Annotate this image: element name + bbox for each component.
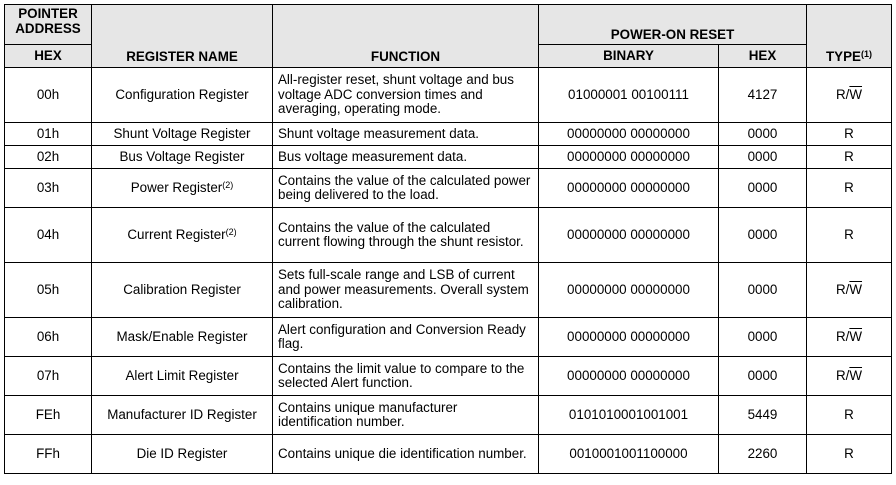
register-name: Manufacturer ID Register [107,406,257,422]
register-name: Die ID Register [136,445,228,461]
pointer-hex: 03h [36,179,60,195]
reset-hex: 0000 [747,367,778,383]
pointer-hex: 04h [36,226,60,242]
function-cell [273,208,539,263]
reset-binary: 0010001001100000 [569,445,688,461]
reset-hex: 0000 [747,281,778,297]
register-table [4,4,892,474]
function-text: Bus voltage measurement data. [278,148,468,164]
type-cell [807,68,892,123]
type-read: R/ [835,86,850,102]
function-cell [273,357,539,396]
reset-binary: 00000000 00000000 [567,226,690,242]
register-name: Current Register [127,226,226,242]
type-read: R [844,445,854,461]
function-text: Alert configuration and Conversion Ready flag. [278,321,526,351]
function-text: Contains unique die identification number. [278,445,527,461]
binary-cell [539,357,719,396]
reset-hex-cell [719,146,807,169]
register-name-header: REGISTER NAME [92,5,273,68]
type-write: $\overline{W}$ [849,281,863,297]
register-name: Calibration Register [123,281,241,297]
hex-cell [5,123,92,146]
reset-hex-cell [719,435,807,474]
register-name: Alert Limit Register [125,367,239,383]
register-name: Shunt Voltage Register [113,125,251,141]
register-name: Configuration Register [115,86,249,102]
register-name-cell [92,169,273,208]
type-cell [807,208,892,263]
register-name-cell [92,396,273,435]
pointer-hex: 06h [36,328,60,344]
type-label: TYPE [826,48,861,64]
function-cell [273,318,539,357]
register-name-cell [92,208,273,263]
reset-binary: 00000000 00000000 [567,148,690,164]
reset-hex-cell [719,169,807,208]
table-row [5,208,892,263]
function-text: Shunt voltage measurement data. [278,125,479,141]
binary-cell [539,318,719,357]
reset-hex-cell [719,318,807,357]
type-read: R/ [835,367,850,383]
hex-cell [5,396,92,435]
table-row [5,396,892,435]
power-on-reset-header: POWER-ON RESET [539,5,807,45]
pointer-hex: FFh [36,445,60,461]
function-header: FUNCTION [273,5,539,68]
hex-header: HEX [5,45,92,68]
binary-cell [539,208,719,263]
hex-cell [5,318,92,357]
pointer-hex: 00h [36,86,60,102]
pointer-hex: 01h [36,125,60,141]
register-name: Mask/Enable Register [116,328,248,344]
pointer-address-line1: POINTER [18,6,78,21]
reset-hex: 4127 [747,86,778,102]
binary-header: BINARY [539,45,719,68]
table-row [5,357,892,396]
reset-hex-cell [719,68,807,123]
reset-binary: 01000001 00100111 [568,86,689,102]
type-cell [807,123,892,146]
register-name-cell [92,146,273,169]
hex-cell [5,435,92,474]
table-row [5,68,892,123]
register-name-cell [92,123,273,146]
pointer-address-header [5,5,92,45]
type-read: R [844,406,854,422]
reset-hex: 0000 [747,226,778,242]
reset-binary: 00000000 00000000 [567,367,690,383]
function-cell [273,263,539,318]
function-cell [273,123,539,146]
pointer-address-line2: ADDRESS [15,20,81,36]
type-cell [807,263,892,318]
type-write: $\overline{W}$ [849,86,863,102]
reset-hex-cell [719,263,807,318]
hex-cell [5,263,92,318]
binary-cell [539,396,719,435]
function-text: Contains the value of the calculated current flowing through the shunt resistor. [278,219,524,249]
function-cell [273,146,539,169]
reset-hex: 5449 [747,406,778,422]
type-cell [807,318,892,357]
function-text: All-register reset, shunt voltage and bus voltage ADC conversion times and averaging, operating mode. [278,72,514,117]
type-read: R/ [835,281,850,297]
binary-cell [539,263,719,318]
reset-hex-cell [719,208,807,263]
binary-cell [539,435,719,474]
type-cell [807,146,892,169]
reset-binary: 00000000 00000000 [567,179,690,195]
reset-hex-header: HEX [719,45,807,68]
register-name: Power Register [130,179,223,195]
register-name-cell [92,435,273,474]
reset-hex-cell [719,123,807,146]
table-row [5,318,892,357]
register-name-cell [92,357,273,396]
function-cell [273,68,539,123]
hex-cell [5,357,92,396]
reset-binary: 00000000 00000000 [567,328,690,344]
function-text: Contains unique manufacturer identification number. [278,399,458,429]
register-name-cell [92,318,273,357]
reset-hex-cell [719,357,807,396]
function-cell [273,435,539,474]
binary-cell [539,169,719,208]
pointer-hex: 05h [36,281,60,297]
function-text: Contains the limit value to compare to the selected Alert function. [278,360,525,390]
binary-cell [539,123,719,146]
hex-cell [5,208,92,263]
binary-cell [539,68,719,123]
type-read: R [844,148,854,164]
type-header [807,5,892,68]
header-row-top [5,5,892,45]
register-rows [5,68,892,474]
type-cell [807,169,892,208]
register-name-cell [92,68,273,123]
reset-binary: 00000000 00000000 [567,281,690,297]
function-text: Sets full-scale range and LSB of current and power measurements. Overall system calibration. [278,267,529,312]
reset-binary: 00000000 00000000 [567,125,690,141]
reset-hex: 0000 [747,328,778,344]
table-row [5,169,892,208]
type-write: $\overline{W}$ [849,328,863,344]
reset-hex: 2260 [747,445,778,461]
type-read: R [844,179,854,195]
function-cell [273,396,539,435]
type-write: $\overline{W}$ [849,367,863,383]
type-cell [807,435,892,474]
function-cell [273,169,539,208]
type-read: R/ [835,328,850,344]
type-read: R [844,226,854,242]
pointer-hex: FEh [35,406,61,422]
pointer-hex: 02h [36,148,60,164]
register-footnote: (2) [225,226,237,237]
type-cell [807,357,892,396]
reset-hex: 0000 [747,148,778,164]
table-row [5,435,892,474]
type-read: R [844,125,854,141]
register-name-cell [92,263,273,318]
pointer-hex: 07h [36,367,60,383]
register-map [4,4,896,474]
reset-binary: 0101010001001001 [568,406,689,422]
type-cell [807,396,892,435]
binary-cell [539,146,719,169]
table-row [5,263,892,318]
register-footnote: (2) [222,179,234,190]
register-name: Bus Voltage Register [119,148,245,164]
type-footnote: (1) [860,48,872,59]
hex-cell [5,146,92,169]
reset-hex-cell [719,396,807,435]
table-row [5,146,892,169]
reset-hex: 0000 [747,179,778,195]
table-row [5,123,892,146]
function-text: Contains the value of the calculated power being delivered to the load. [278,172,531,202]
hex-cell [5,68,92,123]
reset-hex: 0000 [747,125,778,141]
hex-cell [5,169,92,208]
